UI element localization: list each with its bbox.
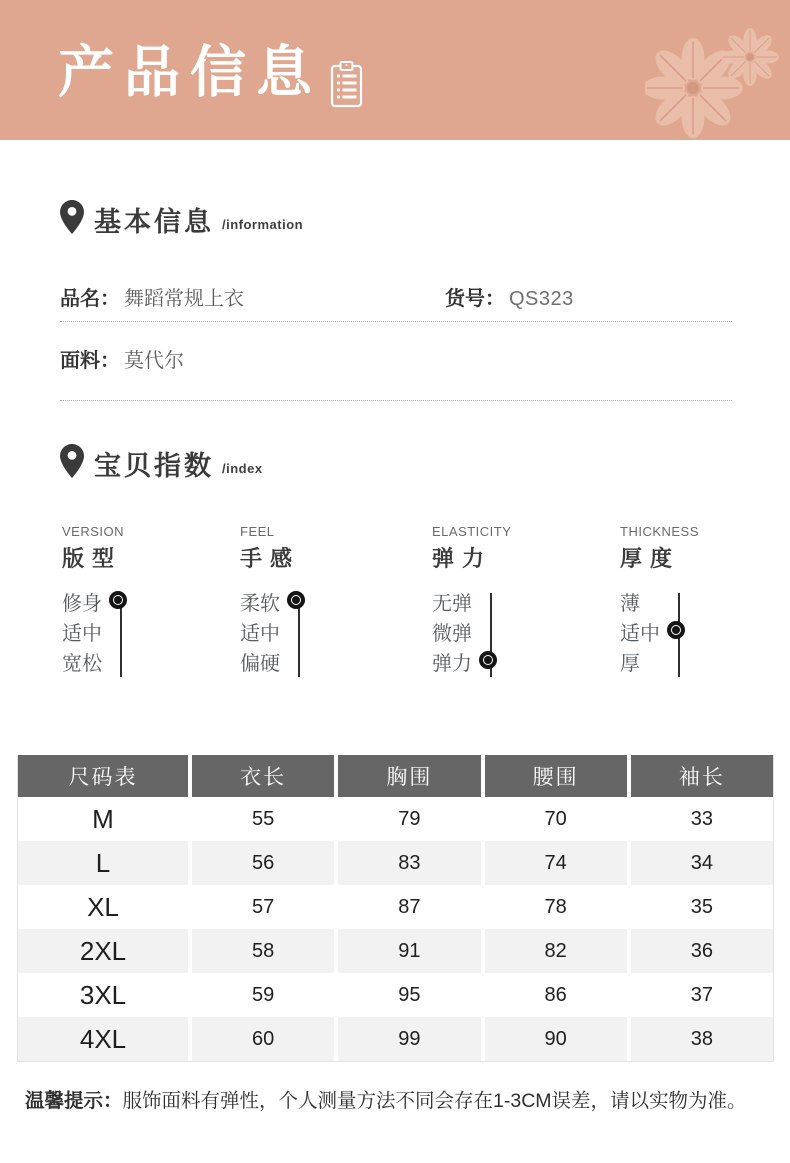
index-column-cn-label: 厚度: [620, 546, 681, 571]
index-scale-option: 适中: [240, 623, 280, 645]
size-table-row-L: [18, 841, 773, 885]
measurement-cell: 38: [627, 1017, 773, 1061]
size-table-header-cell: 尺码表: [18, 755, 188, 797]
size-table-row-2XL: [18, 929, 773, 973]
index-scale-option: 微弹: [432, 623, 472, 645]
index-column-feel: [240, 524, 350, 681]
index-column-cn-label: 弹力: [432, 546, 493, 571]
product-name-field: [60, 282, 244, 311]
fabric-field: [60, 344, 184, 373]
measurement-cell: 74: [481, 841, 627, 885]
index-scale-option: 宽松: [62, 653, 102, 675]
size-cell: XL: [18, 885, 188, 929]
size-chart-table: [17, 755, 774, 1062]
size-cell: 4XL: [18, 1017, 188, 1061]
measurement-cell: 95: [334, 973, 480, 1017]
size-table-header-cell: 胸围: [334, 755, 480, 797]
page-title: 产品信息: [58, 39, 322, 106]
fabric-label: 面料：: [60, 350, 120, 372]
index-column-version: [62, 524, 172, 681]
measurement-cell: 83: [334, 841, 480, 885]
index-scale-option: 厚: [620, 653, 640, 675]
fabric-value: 莫代尔: [124, 350, 184, 372]
measurement-cell: 33: [627, 797, 773, 841]
measurement-cell: 59: [188, 973, 334, 1017]
size-cell: 3XL: [18, 973, 188, 1017]
section-title: 基本信息: [94, 207, 214, 237]
measurement-cell: 57: [188, 885, 334, 929]
size-table-header-row: [18, 755, 773, 797]
measurement-cell: 34: [627, 841, 773, 885]
index-scale: [432, 589, 542, 681]
size-table-header-cell: 袖长: [627, 755, 773, 797]
index-column-cn-label: 版型: [62, 546, 123, 571]
index-column-en-label: FEEL: [240, 524, 275, 539]
basic-info-fields: [60, 282, 732, 372]
measurement-cell: 90: [481, 1017, 627, 1061]
index-scale-option: 修身: [62, 593, 102, 615]
measurement-cell: 78: [481, 885, 627, 929]
size-table-row-XL: [18, 885, 773, 929]
index-scale-marker-icon: [109, 591, 127, 609]
measurement-cell: 37: [627, 973, 773, 1017]
footer-note-text: 服饰面料有弹性，个人测量方法不同会存在1-3CM误差，请以实物为准。: [122, 1090, 747, 1112]
location-pin-icon: [60, 200, 84, 239]
section-suffix: /index: [222, 461, 263, 476]
index-column-thickness: [620, 524, 730, 681]
product-name-row: [60, 282, 732, 322]
size-cell: 2XL: [18, 929, 188, 973]
index-column-en-label: THICKNESS: [620, 524, 699, 539]
measurement-cell: 70: [481, 797, 627, 841]
index-scale-option: 柔软: [240, 593, 280, 615]
measurement-cell: 56: [188, 841, 334, 885]
measurement-cell: 99: [334, 1017, 480, 1061]
measurement-cell: 87: [334, 885, 480, 929]
section-title: 宝贝指数: [94, 451, 214, 481]
location-pin-icon: [60, 444, 84, 483]
section-item-index: [60, 444, 263, 483]
index-scale-marker-icon: [287, 591, 305, 609]
size-table-header-cell: 衣长: [188, 755, 334, 797]
sku-value: QS323: [509, 288, 574, 310]
measurement-cell: 91: [334, 929, 480, 973]
footer-note-label: 温馨提示：: [25, 1090, 123, 1112]
sku-label: 货号：: [445, 288, 505, 310]
footer-note: [25, 1085, 770, 1113]
index-scale-option: 无弹: [432, 593, 472, 615]
measurement-cell: 60: [188, 1017, 334, 1061]
index-scale-option: 适中: [62, 623, 102, 645]
measurement-cell: 58: [188, 929, 334, 973]
index-column-cn-label: 手感: [240, 546, 301, 571]
measurement-cell: 35: [627, 885, 773, 929]
index-scale-option: 弹力: [432, 653, 472, 675]
index-column-elasticity: [432, 524, 542, 681]
measurement-cell: 36: [627, 929, 773, 973]
index-scale-marker-icon: [479, 651, 497, 669]
measurement-cell: 55: [188, 797, 334, 841]
index-scale: [62, 589, 172, 681]
flower-decoration-icon: [645, 0, 790, 145]
sku-field: [445, 282, 574, 311]
index-scale-option: 薄: [620, 593, 640, 615]
size-table-row-M: [18, 797, 773, 841]
measurement-cell: 86: [481, 973, 627, 1017]
size-table-row-4XL: [18, 1017, 773, 1061]
index-scale-option: 偏硬: [240, 653, 280, 675]
size-table-header-cell: 腰围: [481, 755, 627, 797]
item-index-grid: [0, 524, 790, 694]
index-scale: [240, 589, 350, 681]
product-name-label: 品名：: [60, 288, 120, 310]
product-name-value: 舞蹈常规上衣: [124, 288, 244, 310]
banner: [0, 0, 790, 140]
size-cell: L: [18, 841, 188, 885]
size-cell: M: [18, 797, 188, 841]
index-scale: [620, 589, 730, 681]
index-column-en-label: VERSION: [62, 524, 125, 539]
measurement-cell: 82: [481, 929, 627, 973]
section-basic-info: [60, 200, 303, 239]
index-scale-marker-icon: [667, 621, 685, 639]
clipboard-icon: [330, 60, 363, 113]
measurement-cell: 79: [334, 797, 480, 841]
size-table-row-3XL: [18, 973, 773, 1017]
index-scale-option: 适中: [620, 623, 660, 645]
section-suffix: /information: [222, 217, 304, 232]
index-column-en-label: ELASTICITY: [432, 524, 512, 539]
